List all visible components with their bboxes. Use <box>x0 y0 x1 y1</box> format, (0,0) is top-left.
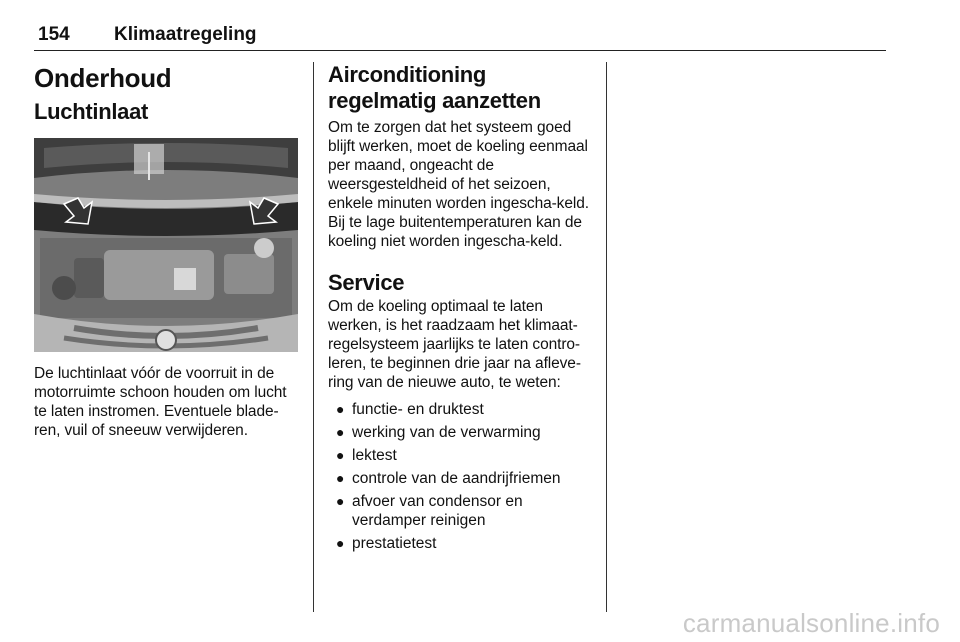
service-paragraph: Om de koeling optimaal te laten werken, is het raadzaam het klimaat-regelsysteem jaarlijks te laten contro-leren, te beginnen drie jaar na afleve-ring van de nieuwe auto, te weten: <box>328 298 581 391</box>
engine-bay-air-inlet-photo <box>34 138 298 352</box>
list-item: ● controle van de aandrijfriemen <box>336 470 561 487</box>
bullet-icon: ● <box>336 470 345 486</box>
list-item: ● prestatietest <box>336 535 437 552</box>
subsection-title: Luchtinlaat <box>34 99 149 124</box>
list-item: ● lektest <box>336 447 397 464</box>
list-item: ● afvoer van condensor en verdamper reinigen <box>336 493 523 529</box>
page-number: 154 <box>38 24 70 45</box>
bullet-icon: ● <box>336 447 345 463</box>
watermark: carmanualsonline.info <box>682 608 940 638</box>
ac-title: Airconditioning regelmatig aanzetten <box>328 62 541 113</box>
ac-paragraph: Om te zorgen dat het systeem goed blijft werken, moet de koeling eenmaal per maand, ongeacht de weersgesteldheid of het seizoen, enkele minuten worden ingescha-keld. Bij te lage buitentemperaturen kan de koeling niet worden ingescha-keld. <box>328 119 589 250</box>
service-title: Service <box>328 270 405 295</box>
bullet-icon: ● <box>336 535 345 551</box>
list-item: ● functie- en druktest <box>336 401 484 418</box>
list-item: ● werking van de verwarming <box>336 424 541 441</box>
page-header <box>34 24 886 51</box>
right-column <box>328 62 592 557</box>
service-checklist <box>328 400 592 553</box>
chapter-title: Klimaatregeling <box>114 24 257 45</box>
bullet-icon: ● <box>336 424 345 440</box>
column-divider <box>606 62 607 612</box>
left-column <box>34 62 298 440</box>
bullet-icon: ● <box>336 401 345 417</box>
bullet-icon: ● <box>336 493 345 509</box>
air-inlet-paragraph: De luchtinlaat vóór de voorruit in de motorruimte schoon houden om lucht te laten instromen. Eventuele blade-ren, vuil of sneeuw verwijderen. <box>34 365 287 439</box>
column-divider <box>313 62 314 612</box>
section-title: Onderhoud <box>34 63 172 93</box>
